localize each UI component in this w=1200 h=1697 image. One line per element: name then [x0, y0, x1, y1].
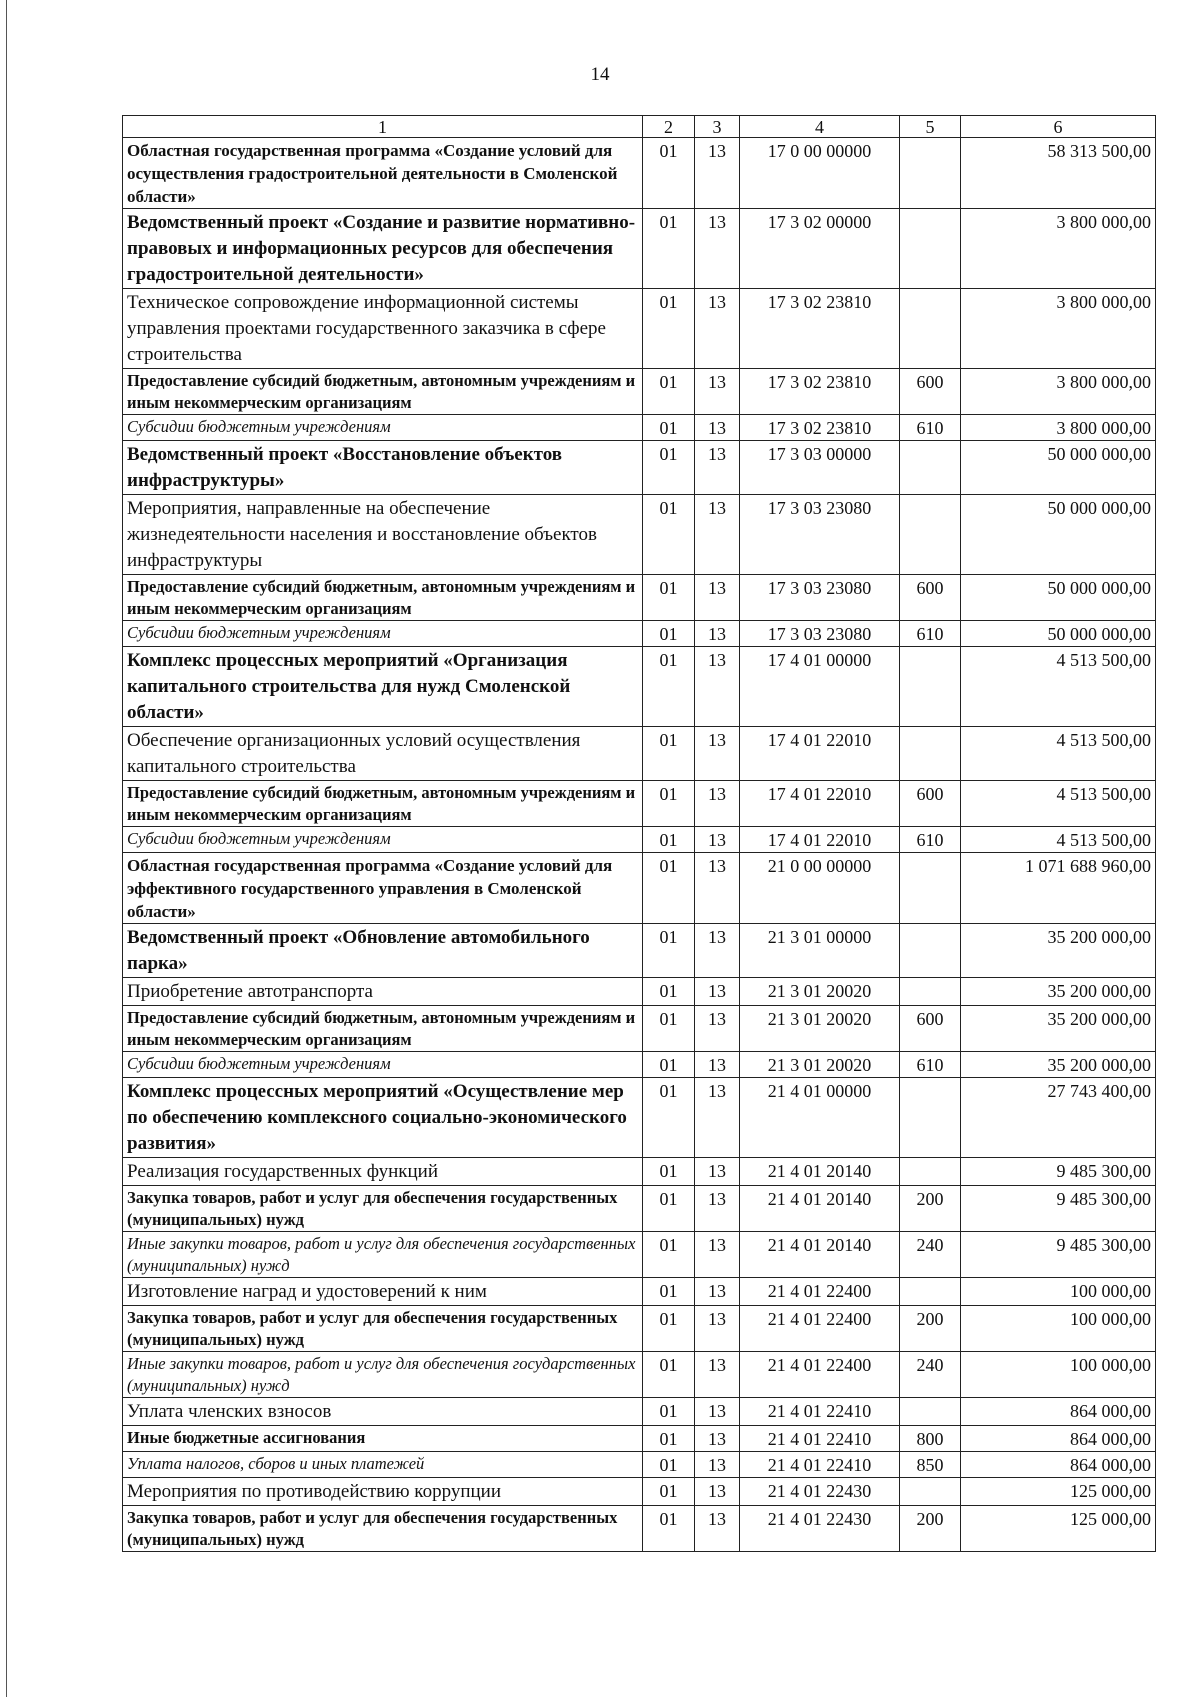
subsection-code-cell: 13 [695, 1078, 740, 1158]
subsection-code-cell: 13 [695, 1186, 740, 1232]
expense-type-cell [900, 727, 961, 781]
amount-cell: 1 071 688 960,00 [961, 853, 1156, 924]
section-code-cell: 01 [643, 1006, 695, 1052]
subsection-code-cell: 13 [695, 924, 740, 978]
table-header-row [123, 116, 1156, 138]
amount-cell: 3 800 000,00 [961, 289, 1156, 369]
section-code-cell: 01 [643, 781, 695, 827]
row-name-cell: Предоставление субсидий бюджетным, автономным учреждениям и иным некоммерческим организациям [123, 369, 643, 415]
row-name-cell: Предоставление субсидий бюджетным, автономным учреждениям и иным некоммерческим организациям [123, 1006, 643, 1052]
row-name-cell: Ведомственный проект «Создание и развитие нормативно-правовых и информационных ресурсов для обеспечения градостроительной деятельности» [123, 209, 643, 289]
section-code-cell: 01 [643, 495, 695, 575]
target-code-cell: 17 3 02 23810 [740, 289, 900, 369]
section-code-cell: 01 [643, 415, 695, 441]
subsection-code-cell: 13 [695, 853, 740, 924]
target-code-cell: 21 4 01 22410 [740, 1426, 900, 1452]
amount-cell: 100 000,00 [961, 1278, 1156, 1306]
row-name-cell: Техническое сопровождение информационной системы управления проектами государственного заказчика в сфере строительства [123, 289, 643, 369]
expense-type-cell: 600 [900, 369, 961, 415]
table-row [123, 575, 1156, 621]
amount-cell: 3 800 000,00 [961, 415, 1156, 441]
subsection-code-cell: 13 [695, 1278, 740, 1306]
table-row [123, 138, 1156, 209]
amount-cell: 50 000 000,00 [961, 575, 1156, 621]
table-row [123, 415, 1156, 441]
target-code-cell: 17 3 03 23080 [740, 621, 900, 647]
row-name-cell: Иные бюджетные ассигнования [123, 1426, 643, 1452]
subsection-code-cell: 13 [695, 727, 740, 781]
section-code-cell: 01 [643, 621, 695, 647]
section-code-cell: 01 [643, 1158, 695, 1186]
row-name-cell: Комплекс процессных мероприятий «Осуществление мер по обеспечению комплексного социально-экономического развития» [123, 1078, 643, 1158]
target-code-cell: 17 3 02 00000 [740, 209, 900, 289]
table-row [123, 1158, 1156, 1186]
table-row [123, 978, 1156, 1006]
target-code-cell: 17 3 03 00000 [740, 441, 900, 495]
expense-type-cell: 600 [900, 575, 961, 621]
section-code-cell: 01 [643, 1186, 695, 1232]
amount-cell: 35 200 000,00 [961, 924, 1156, 978]
subsection-code-cell: 13 [695, 647, 740, 727]
target-code-cell: 21 4 01 20140 [740, 1232, 900, 1278]
table-row [123, 1052, 1156, 1078]
expense-type-cell: 600 [900, 1006, 961, 1052]
target-code-cell: 17 3 02 23810 [740, 369, 900, 415]
expense-type-cell [900, 441, 961, 495]
target-code-cell: 21 4 01 20140 [740, 1158, 900, 1186]
expense-type-cell [900, 924, 961, 978]
amount-cell: 4 513 500,00 [961, 727, 1156, 781]
expense-type-cell: 610 [900, 827, 961, 853]
section-code-cell: 01 [643, 924, 695, 978]
amount-cell: 864 000,00 [961, 1398, 1156, 1426]
subsection-code-cell: 13 [695, 1352, 740, 1398]
expense-type-cell [900, 1078, 961, 1158]
table-row [123, 727, 1156, 781]
target-code-cell: 21 3 01 20020 [740, 1006, 900, 1052]
table-row [123, 289, 1156, 369]
target-code-cell: 17 0 00 00000 [740, 138, 900, 209]
expense-type-cell: 600 [900, 781, 961, 827]
row-name-cell: Изготовление наград и удостоверений к ним [123, 1278, 643, 1306]
subsection-code-cell: 13 [695, 1052, 740, 1078]
amount-cell: 100 000,00 [961, 1352, 1156, 1398]
section-code-cell: 01 [643, 1078, 695, 1158]
target-code-cell: 17 3 02 23810 [740, 415, 900, 441]
target-code-cell: 21 4 01 22400 [740, 1278, 900, 1306]
amount-cell: 9 485 300,00 [961, 1186, 1156, 1232]
expense-type-cell [900, 1478, 961, 1506]
expense-type-cell [900, 978, 961, 1006]
section-code-cell: 01 [643, 1232, 695, 1278]
subsection-code-cell: 13 [695, 441, 740, 495]
table-row [123, 209, 1156, 289]
section-code-cell: 01 [643, 209, 695, 289]
target-code-cell: 21 4 01 22430 [740, 1506, 900, 1552]
row-name-cell: Предоставление субсидий бюджетным, автономным учреждениям и иным некоммерческим организациям [123, 781, 643, 827]
expense-type-cell: 200 [900, 1506, 961, 1552]
expense-type-cell: 610 [900, 1052, 961, 1078]
table-row [123, 1452, 1156, 1478]
amount-cell: 35 200 000,00 [961, 1006, 1156, 1052]
expense-type-cell: 240 [900, 1232, 961, 1278]
table-row [123, 621, 1156, 647]
amount-cell: 4 513 500,00 [961, 827, 1156, 853]
target-code-cell: 21 4 01 22400 [740, 1352, 900, 1398]
table-row [123, 1006, 1156, 1052]
expense-type-cell: 200 [900, 1186, 961, 1232]
section-code-cell: 01 [643, 1506, 695, 1552]
subsection-code-cell: 13 [695, 289, 740, 369]
table-row [123, 924, 1156, 978]
target-code-cell: 17 4 01 22010 [740, 827, 900, 853]
expense-type-cell [900, 1158, 961, 1186]
section-code-cell: 01 [643, 1278, 695, 1306]
column-header: 1 [123, 116, 643, 138]
row-name-cell: Областная государственная программа «Создание условий для осуществления градостроительной деятельности в Смоленской области» [123, 138, 643, 209]
expense-type-cell [900, 1398, 961, 1426]
row-name-cell: Ведомственный проект «Восстановление объектов инфраструктуры» [123, 441, 643, 495]
subsection-code-cell: 13 [695, 1232, 740, 1278]
amount-cell: 50 000 000,00 [961, 441, 1156, 495]
section-code-cell: 01 [643, 289, 695, 369]
row-name-cell: Ведомственный проект «Обновление автомобильного парка» [123, 924, 643, 978]
row-name-cell: Мероприятия, направленные на обеспечение жизнедеятельности населения и восстановление объектов инфраструктуры [123, 495, 643, 575]
amount-cell: 125 000,00 [961, 1506, 1156, 1552]
subsection-code-cell: 13 [695, 575, 740, 621]
target-code-cell: 21 3 01 00000 [740, 924, 900, 978]
subsection-code-cell: 13 [695, 1398, 740, 1426]
expense-type-cell [900, 209, 961, 289]
scan-edge-line [6, 0, 7, 1697]
column-header: 2 [643, 116, 695, 138]
amount-cell: 3 800 000,00 [961, 369, 1156, 415]
table-row [123, 1078, 1156, 1158]
table-row [123, 781, 1156, 827]
expense-type-cell [900, 289, 961, 369]
amount-cell: 3 800 000,00 [961, 209, 1156, 289]
amount-cell: 9 485 300,00 [961, 1232, 1156, 1278]
section-code-cell: 01 [643, 575, 695, 621]
target-code-cell: 21 4 01 22410 [740, 1452, 900, 1478]
expense-type-cell [900, 1278, 961, 1306]
amount-cell: 27 743 400,00 [961, 1078, 1156, 1158]
table-row [123, 1306, 1156, 1352]
row-name-cell: Иные закупки товаров, работ и услуг для обеспечения государственных (муниципальных) нужд [123, 1352, 643, 1398]
table-row [123, 495, 1156, 575]
section-code-cell: 01 [643, 138, 695, 209]
section-code-cell: 01 [643, 647, 695, 727]
subsection-code-cell: 13 [695, 781, 740, 827]
table-row [123, 1478, 1156, 1506]
table-row [123, 1278, 1156, 1306]
subsection-code-cell: 13 [695, 1452, 740, 1478]
section-code-cell: 01 [643, 1398, 695, 1426]
subsection-code-cell: 13 [695, 978, 740, 1006]
page-number: 14 [590, 64, 610, 85]
section-code-cell: 01 [643, 727, 695, 781]
subsection-code-cell: 13 [695, 495, 740, 575]
subsection-code-cell: 13 [695, 1506, 740, 1552]
row-name-cell: Обеспечение организационных условий осуществления капитального строительства [123, 727, 643, 781]
target-code-cell: 17 3 03 23080 [740, 495, 900, 575]
target-code-cell: 21 0 00 00000 [740, 853, 900, 924]
target-code-cell: 21 3 01 20020 [740, 978, 900, 1006]
amount-cell: 864 000,00 [961, 1452, 1156, 1478]
section-code-cell: 01 [643, 827, 695, 853]
section-code-cell: 01 [643, 1478, 695, 1506]
row-name-cell: Предоставление субсидий бюджетным, автономным учреждениям и иным некоммерческим организациям [123, 575, 643, 621]
target-code-cell: 17 4 01 22010 [740, 781, 900, 827]
target-code-cell: 21 4 01 22400 [740, 1306, 900, 1352]
row-name-cell: Мероприятия по противодействию коррупции [123, 1478, 643, 1506]
section-code-cell: 01 [643, 1052, 695, 1078]
subsection-code-cell: 13 [695, 1158, 740, 1186]
subsection-code-cell: 13 [695, 415, 740, 441]
row-name-cell: Уплата членских взносов [123, 1398, 643, 1426]
target-code-cell: 17 3 03 23080 [740, 575, 900, 621]
row-name-cell: Приобретение автотранспорта [123, 978, 643, 1006]
table-row [123, 441, 1156, 495]
section-code-cell: 01 [643, 369, 695, 415]
budget-table [122, 115, 1156, 1552]
row-name-cell: Реализация государственных функций [123, 1158, 643, 1186]
row-name-cell: Субсидии бюджетным учреждениям [123, 621, 643, 647]
expense-type-cell [900, 647, 961, 727]
row-name-cell: Субсидии бюджетным учреждениям [123, 827, 643, 853]
amount-cell: 100 000,00 [961, 1306, 1156, 1352]
target-code-cell: 17 4 01 00000 [740, 647, 900, 727]
table-row [123, 853, 1156, 924]
target-code-cell: 21 4 01 22430 [740, 1478, 900, 1506]
amount-cell: 125 000,00 [961, 1478, 1156, 1506]
target-code-cell: 21 4 01 00000 [740, 1078, 900, 1158]
row-name-cell: Иные закупки товаров, работ и услуг для обеспечения государственных (муниципальных) нужд [123, 1232, 643, 1278]
subsection-code-cell: 13 [695, 209, 740, 289]
table-row [123, 1186, 1156, 1232]
subsection-code-cell: 13 [695, 1306, 740, 1352]
column-header: 4 [740, 116, 900, 138]
section-code-cell: 01 [643, 1426, 695, 1452]
subsection-code-cell: 13 [695, 1478, 740, 1506]
table-row [123, 1352, 1156, 1398]
section-code-cell: 01 [643, 978, 695, 1006]
expense-type-cell [900, 495, 961, 575]
expense-type-cell [900, 138, 961, 209]
row-name-cell: Закупка товаров, работ и услуг для обеспечения государственных (муниципальных) нужд [123, 1306, 643, 1352]
subsection-code-cell: 13 [695, 621, 740, 647]
table-row [123, 369, 1156, 415]
amount-cell: 4 513 500,00 [961, 647, 1156, 727]
section-code-cell: 01 [643, 441, 695, 495]
table-row [123, 827, 1156, 853]
amount-cell: 9 485 300,00 [961, 1158, 1156, 1186]
amount-cell: 35 200 000,00 [961, 978, 1156, 1006]
expense-type-cell: 200 [900, 1306, 961, 1352]
column-header: 3 [695, 116, 740, 138]
row-name-cell: Уплата налогов, сборов и иных платежей [123, 1452, 643, 1478]
amount-cell: 864 000,00 [961, 1426, 1156, 1452]
subsection-code-cell: 13 [695, 827, 740, 853]
expense-type-cell [900, 853, 961, 924]
subsection-code-cell: 13 [695, 138, 740, 209]
table-row [123, 1232, 1156, 1278]
table-row [123, 1506, 1156, 1552]
section-code-cell: 01 [643, 1452, 695, 1478]
amount-cell: 4 513 500,00 [961, 781, 1156, 827]
target-code-cell: 21 4 01 20140 [740, 1186, 900, 1232]
row-name-cell: Областная государственная программа «Создание условий для эффективного государственного управления в Смоленской области» [123, 853, 643, 924]
row-name-cell: Субсидии бюджетным учреждениям [123, 1052, 643, 1078]
subsection-code-cell: 13 [695, 1006, 740, 1052]
amount-cell: 58 313 500,00 [961, 138, 1156, 209]
target-code-cell: 21 3 01 20020 [740, 1052, 900, 1078]
row-name-cell: Закупка товаров, работ и услуг для обеспечения государственных (муниципальных) нужд [123, 1506, 643, 1552]
expense-type-cell: 610 [900, 415, 961, 441]
amount-cell: 35 200 000,00 [961, 1052, 1156, 1078]
subsection-code-cell: 13 [695, 1426, 740, 1452]
table-row [123, 647, 1156, 727]
target-code-cell: 21 4 01 22410 [740, 1398, 900, 1426]
table-row [123, 1398, 1156, 1426]
section-code-cell: 01 [643, 853, 695, 924]
amount-cell: 50 000 000,00 [961, 621, 1156, 647]
column-header: 6 [961, 116, 1156, 138]
expense-type-cell: 240 [900, 1352, 961, 1398]
table-row [123, 1426, 1156, 1452]
row-name-cell: Закупка товаров, работ и услуг для обеспечения государственных (муниципальных) нужд [123, 1186, 643, 1232]
row-name-cell: Субсидии бюджетным учреждениям [123, 415, 643, 441]
expense-type-cell: 850 [900, 1452, 961, 1478]
expense-type-cell: 800 [900, 1426, 961, 1452]
amount-cell: 50 000 000,00 [961, 495, 1156, 575]
column-header: 5 [900, 116, 961, 138]
expense-type-cell: 610 [900, 621, 961, 647]
section-code-cell: 01 [643, 1306, 695, 1352]
section-code-cell: 01 [643, 1352, 695, 1398]
row-name-cell: Комплекс процессных мероприятий «Организация капитального строительства для нужд Смоленской области» [123, 647, 643, 727]
subsection-code-cell: 13 [695, 369, 740, 415]
target-code-cell: 17 4 01 22010 [740, 727, 900, 781]
